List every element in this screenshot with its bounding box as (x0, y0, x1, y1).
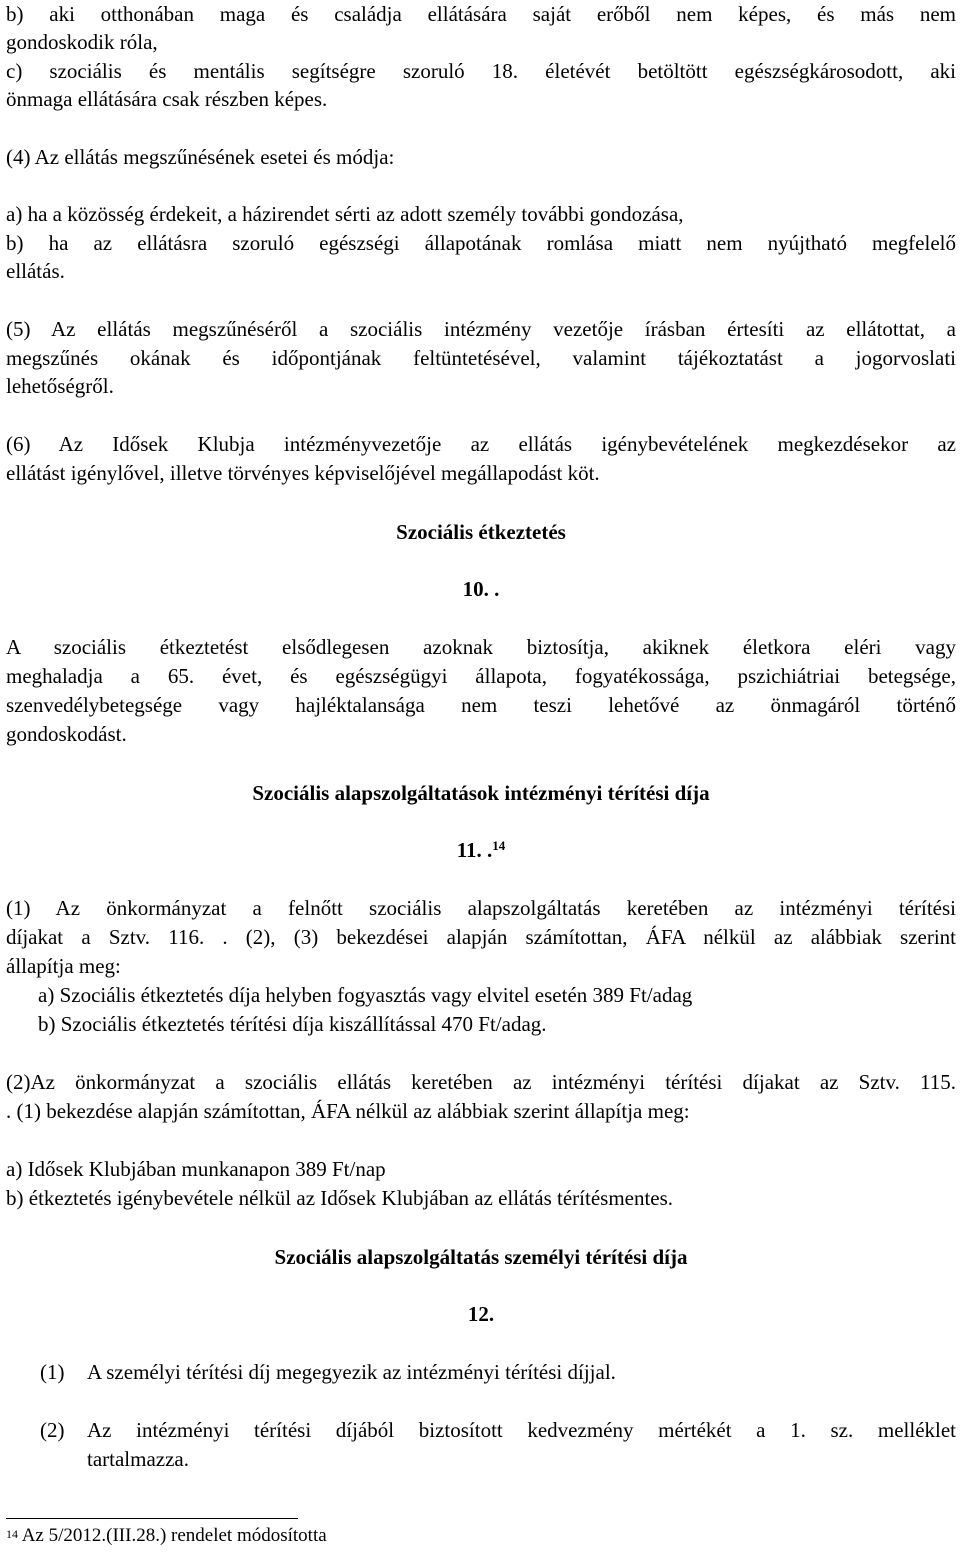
list-number: (1) (40, 1360, 65, 1384)
section-number (6, 836, 956, 864)
footnote-separator (6, 1518, 298, 1519)
text-line: A személyi térítési díj megegyezik az intézményi térítési díjjal. (87, 1360, 616, 1384)
text-line: a) Idősek Klubjában munkanapon 389 Ft/nap (6, 1157, 386, 1181)
text-line: ellátást igénylővel, illetve törvényes képviselőjével megállapodást köt. (6, 461, 600, 485)
text-line: díjakat a Sztv. 116. . (2), (3) bekezdései alapján számítottan, ÁFA nélkül az alábbiak szerint (6, 925, 956, 949)
text-line: gondoskodást. (6, 722, 127, 746)
text-line: . (1) bekezdése alapján számítottan, ÁFA nélkül az alábbiak szerint állapítja meg: (6, 1099, 690, 1123)
footnote (6, 1524, 327, 1548)
text-line: megszűnés okának és időpontjának feltüntetésével, valamint tájékoztatást a jogorvoslati (6, 346, 956, 370)
text-line: lehetőségről. (6, 374, 114, 398)
text-line: szenvedélybetegsége vagy hajléktalansága nem teszi lehetővé az önmagáról történő (6, 693, 956, 717)
text-line: a) ha a közösség érdekeit, a házirendet sérti az adott személy további gondozása, (6, 202, 684, 226)
text-line: b) étkeztetés igénybevétele nélkül az Idősek Klubjában az ellátás térítésmentes. (6, 1186, 674, 1210)
text-line: A szociális étkeztetést elsődlegesen azoknak biztosítja, akiknek életkora eléri vagy (6, 635, 956, 659)
text-line: (1) Az önkormányzat a felnőtt szociális alapszolgáltatás keretében az intézményi térítési (6, 896, 956, 920)
text-line: állapítja meg: (6, 954, 121, 978)
paragraph-4-title: (4) Az ellátás megszűnésének esetei és módja: (6, 145, 395, 169)
footnote-number: 14 (6, 1527, 18, 1541)
text-line: gondoskodik róla, (6, 30, 158, 54)
text-line: b) ha az ellátásra szoruló egészségi állapotának romlása miatt nem nyújtható megfelelő (6, 231, 956, 255)
text-line: meghaladja a 65. évet, és egészségügyi állapota, fogyatékossága, pszichiátriai betegsége, (6, 664, 956, 688)
section-heading: Szociális alapszolgáltatások intézményi térítési díja (252, 781, 710, 805)
text-line: (5) Az ellátás megszűnéséről a szociális intézmény vezetője írásban értesíti az ellátottat, a (6, 317, 956, 341)
text-line: tartalmazza. (87, 1447, 190, 1471)
text-line: b) aki otthonában maga és családja ellátására saját erőből nem képes, és más nem (6, 2, 956, 26)
footnote-ref[interactable]: 14 (492, 838, 506, 853)
footnote-text: Az 5/2012.(III.28.) rendelet módosította (21, 1525, 327, 1546)
text-line: (6) Az Idősek Klubja intézményvezetője az ellátás igénybevételének megkezdésekor az (6, 432, 956, 456)
text-line: Az intézményi térítési díjából biztosított kedvezmény mértékét a 1. sz. melléklet (87, 1418, 956, 1442)
text-line: c) szociális és mentális segítségre szoruló 18. életévét betöltött egészségkárosodott, aki (6, 59, 956, 83)
text-line: ellátás. (6, 259, 65, 283)
list-item: a) Szociális étkeztetés díja helyben fogyasztás vagy elvitel esetén 389 Ft/adag (38, 983, 693, 1007)
section-heading: Szociális étkeztetés (396, 520, 566, 544)
text-line: (2)Az önkormányzat a szociális ellátás keretében az intézményi térítési díjakat az Sztv. 115. (6, 1070, 956, 1094)
list-item: b) Szociális étkeztetés térítési díja kiszállítással 470 Ft/adag. (38, 1012, 547, 1036)
section-number: 12. (467, 1302, 495, 1326)
list-number: (2) (40, 1418, 65, 1442)
section-heading: Szociális alapszolgáltatás személyi térítési díja (274, 1245, 688, 1269)
section-number: 10. . (462, 577, 500, 601)
text-line: önmaga ellátására csak részben képes. (6, 87, 328, 111)
section-number-text: 11. . (456, 838, 493, 862)
